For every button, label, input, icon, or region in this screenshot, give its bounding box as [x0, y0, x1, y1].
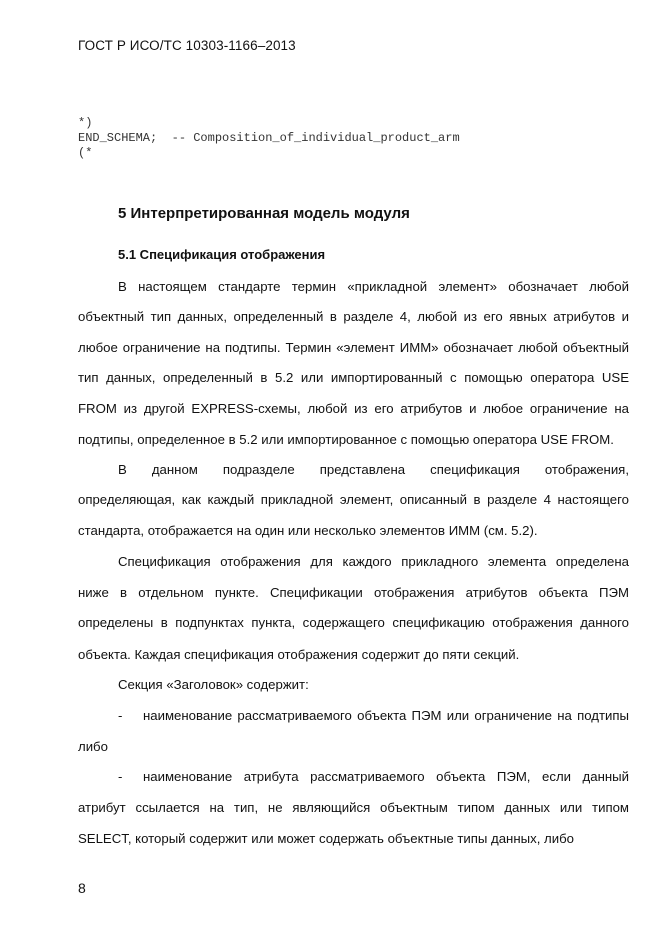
list-dash: -	[118, 708, 123, 723]
paragraph-line: ниже в отдельном пункте. Спецификации отображения атрибутов объекта ПЭМ	[78, 585, 629, 600]
list-dash: -	[118, 769, 123, 784]
list-item-text: SELECT, который содержит или может содержать объектные типы данных, либо	[78, 831, 574, 846]
list-item-text: наименование атрибута рассматриваемого объекта ПЭМ, если данный	[143, 769, 629, 784]
paragraph-line: любое ограничение на подтипы. Термин «элемент ИММ» обозначает любой объектный	[78, 340, 629, 355]
document-header: ГОСТ Р ИСО/ТС 10303-1166–2013	[78, 38, 296, 53]
code-line: END_SCHEMA; -- Composition_of_individual_product_arm	[78, 131, 460, 145]
paragraph-line: определяющая, как каждый прикладной элемент, описанный в разделе 4 настоящего	[78, 492, 629, 507]
paragraph-line: В данном подразделе представлена спецификация отображения,	[118, 462, 629, 477]
list-item-text: наименование рассматриваемого объекта ПЭМ или ограничение на подтипы	[143, 708, 629, 723]
paragraph-line: Спецификация отображения для каждого прикладного элемента определена	[118, 554, 629, 569]
list-item-text: либо	[78, 739, 108, 754]
paragraph-line: В настоящем стандарте термин «прикладной элемент» обозначает любой	[118, 279, 629, 294]
subsection-heading: 5.1 Спецификация отображения	[118, 247, 326, 262]
paragraph-line: тип данных, определенный в 5.2 или импортированный с помощью оператора USE	[78, 370, 629, 385]
paragraph-line: FROM из другой EXPRESS-схемы, любой из его атрибутов и любое ограничение на	[78, 401, 629, 416]
paragraph-line: определены в подпунктах пункта, содержащего спецификацию отображения данного	[78, 615, 629, 630]
paragraph-line: объекта. Каждая спецификация отображения содержит до пяти секций.	[78, 647, 520, 662]
list-item-text: атрибут ссылается на тип, не являющийся объектным типом данных или типом	[78, 800, 629, 815]
code-line: (*	[78, 146, 93, 160]
paragraph-line: Секция «Заголовок» содержит:	[118, 677, 309, 692]
page-number: 8	[78, 880, 86, 896]
code-line: *)	[78, 116, 93, 130]
paragraph-line: стандарта, отображается на один или несколько элементов ИММ (см. 5.2).	[78, 523, 538, 538]
section-heading: 5 Интерпретированная модель модуля	[118, 205, 410, 222]
paragraph-line: объектный тип данных, определенный в разделе 4, любой из его явных атрибутов и	[78, 309, 629, 324]
paragraph-line: подтипы, определенное в 5.2 или импортированное с помощью оператора USE FROM.	[78, 432, 614, 447]
